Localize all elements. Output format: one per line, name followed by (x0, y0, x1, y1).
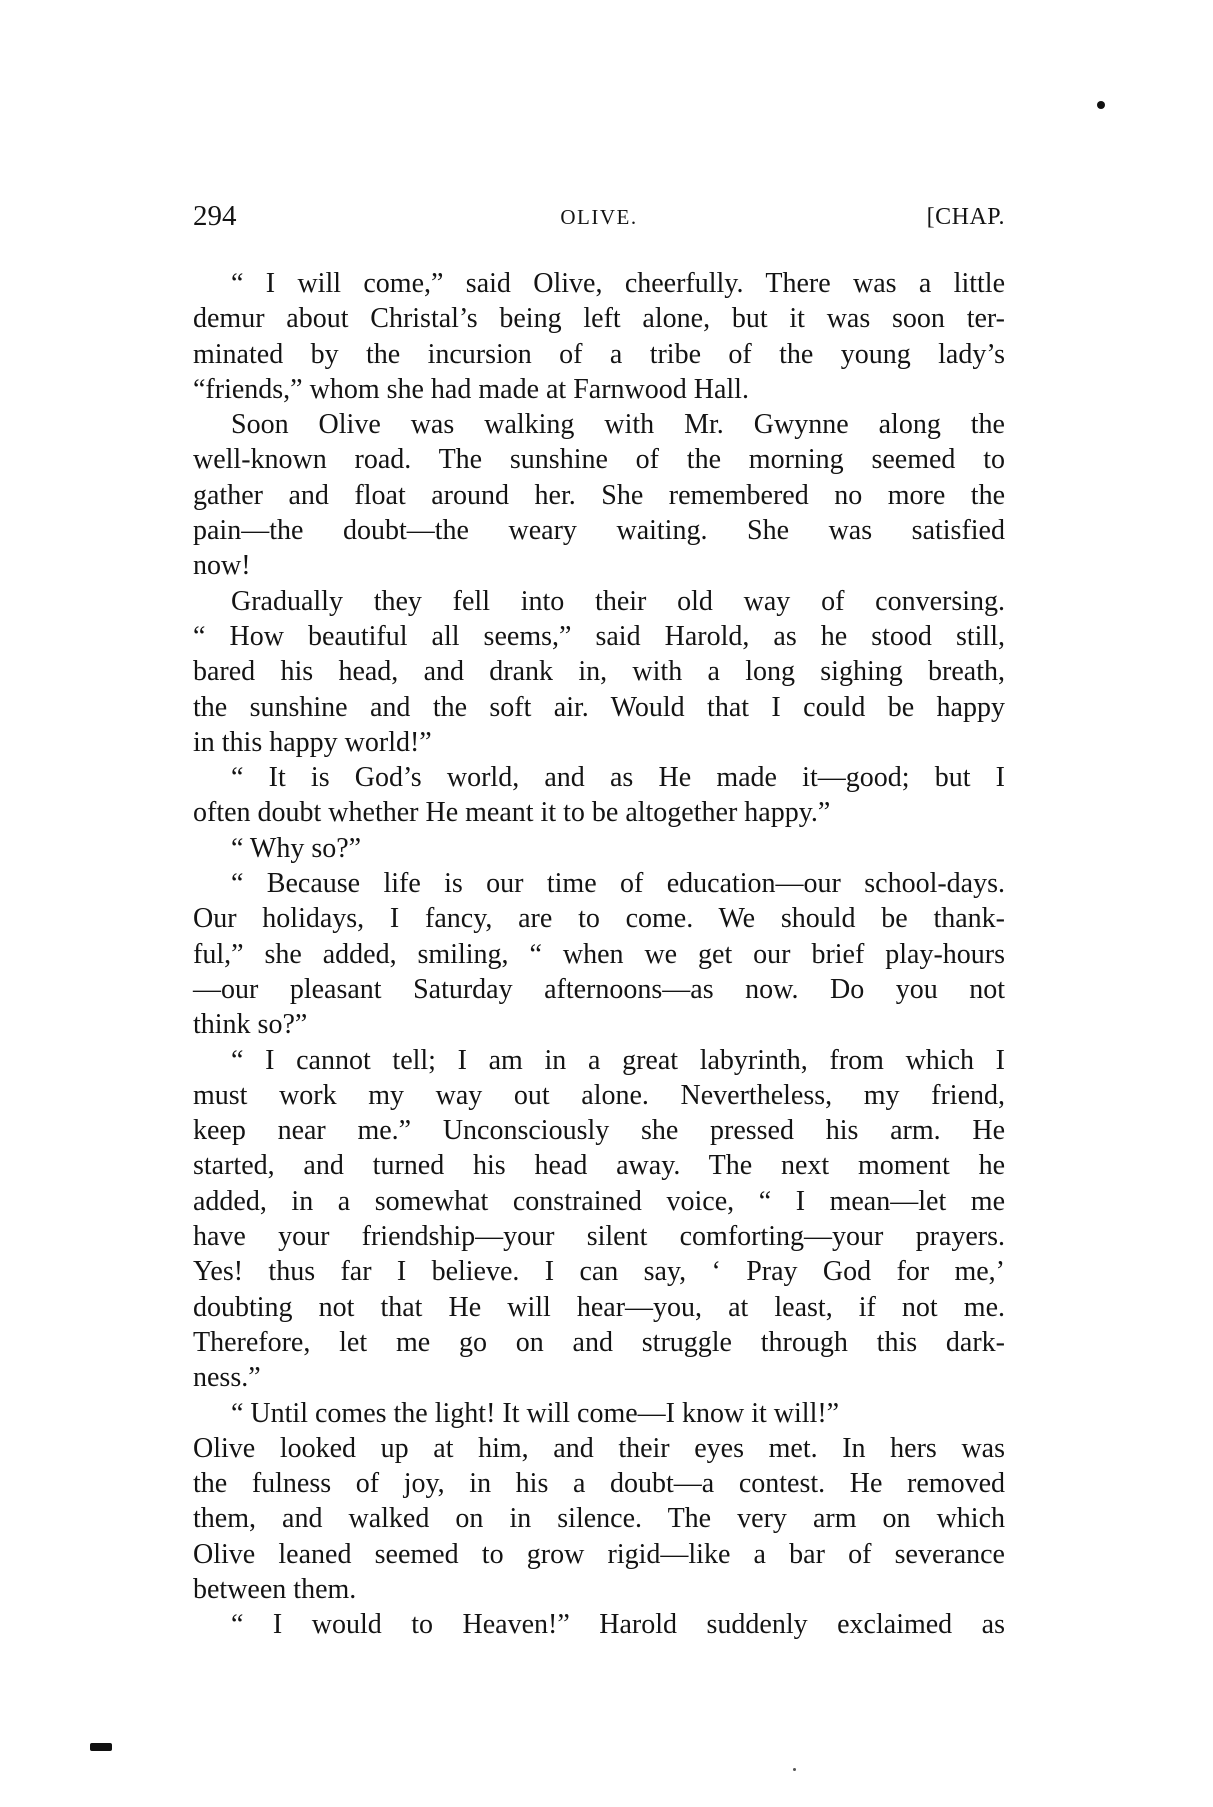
text-line: between them. (193, 1573, 357, 1605)
text-line: —our pleasant Saturday afternoons—as now. Do you not (193, 973, 1005, 1005)
text-line: Olive looked up at him, and their eyes met. In hers was (193, 1432, 1005, 1464)
text-line: ful,” she added, smiling, “ when we get our brief play-hours (193, 938, 1005, 970)
text-line: often doubt whether He meant it to be altogether happy.” (193, 797, 831, 829)
text-line: the sunshine and the soft air. Would that I could be happy (193, 691, 1005, 723)
text-line: have your friendship—your silent comforting—your prayers. (193, 1221, 1005, 1253)
text-line: ness.” (193, 1362, 261, 1394)
text-line: must work my way out alone. Nevertheless, my friend, (193, 1079, 1005, 1111)
text-line: pain—the doubt—the weary waiting. She was satisfied (193, 515, 1005, 547)
text-line: well-known road. The sunshine of the morning seemed to (193, 444, 1005, 476)
text-line: Soon Olive was walking with Mr. Gwynne along the (231, 409, 1005, 441)
text-line: “ I would to Heaven!” Harold suddenly exclaimed as (231, 1609, 1005, 1641)
text-line: “ How beautiful all seems,” said Harold, as he stood still, (193, 620, 1005, 652)
page-header (193, 196, 1005, 236)
text-line: “friends,” whom she had made at Farnwood Hall. (193, 373, 749, 405)
text-line: Therefore, let me go on and struggle through this dark- (193, 1326, 1005, 1358)
text-line: “ Because life is our time of education—our school-days. (231, 868, 1005, 900)
text-line: Yes! thus far I believe. I can say, ‘ Pray God for me,’ (193, 1256, 1005, 1288)
text-line: Gradually they fell into their old way of conversing. (231, 585, 1005, 617)
text-line: “ I will come,” said Olive, cheerfully. There was a little (231, 268, 1005, 299)
text-line: added, in a somewhat constrained voice, “ I mean—let me (193, 1185, 1005, 1217)
text-line: demur about Christal’s being left alone, but it was soon ter- (193, 303, 1005, 335)
text-line: “ It is God’s world, and as He made it—good; but I (231, 762, 1005, 794)
text-line: doubting not that He will hear—you, at least, if not me. (193, 1291, 1005, 1323)
chapter-label: [CHAP. (926, 204, 1005, 230)
body-text (193, 266, 1005, 1643)
text-line: now! (193, 550, 251, 582)
ink-mark (90, 1743, 112, 1751)
text-line: Olive leaned seemed to grow rigid—like a bar of severance (193, 1538, 1005, 1570)
ink-speck (793, 1768, 796, 1771)
text-line: Our holidays, I fancy, are to come. We should be thank- (193, 903, 1005, 935)
page-number: 294 (193, 200, 237, 232)
text-line: “ Why so?” (231, 832, 362, 864)
text-line: the fulness of joy, in his a doubt—a contest. He removed (193, 1468, 1005, 1500)
ink-dot (1097, 101, 1105, 109)
text-line: gather and float around her. She remembered no more the (193, 479, 1005, 511)
text-line: in this happy world!” (193, 726, 432, 758)
text-line: keep near me.” Unconsciously she pressed his arm. He (193, 1115, 1005, 1147)
text-line: them, and walked on in silence. The very arm on which (193, 1503, 1005, 1535)
text-line: started, and turned his head away. The next moment he (193, 1150, 1005, 1182)
text-line: think so?” (193, 1009, 308, 1041)
text-line: bared his head, and drank in, with a long sighing breath, (193, 656, 1005, 688)
text-line: minated by the incursion of a tribe of the young lady’s (193, 338, 1005, 370)
text-line: “ I cannot tell; I am in a great labyrinth, from which I (231, 1044, 1005, 1076)
running-title: OLIVE. (560, 205, 638, 229)
text-line: “ Until comes the light! It will come—I know it will!” (231, 1397, 840, 1429)
